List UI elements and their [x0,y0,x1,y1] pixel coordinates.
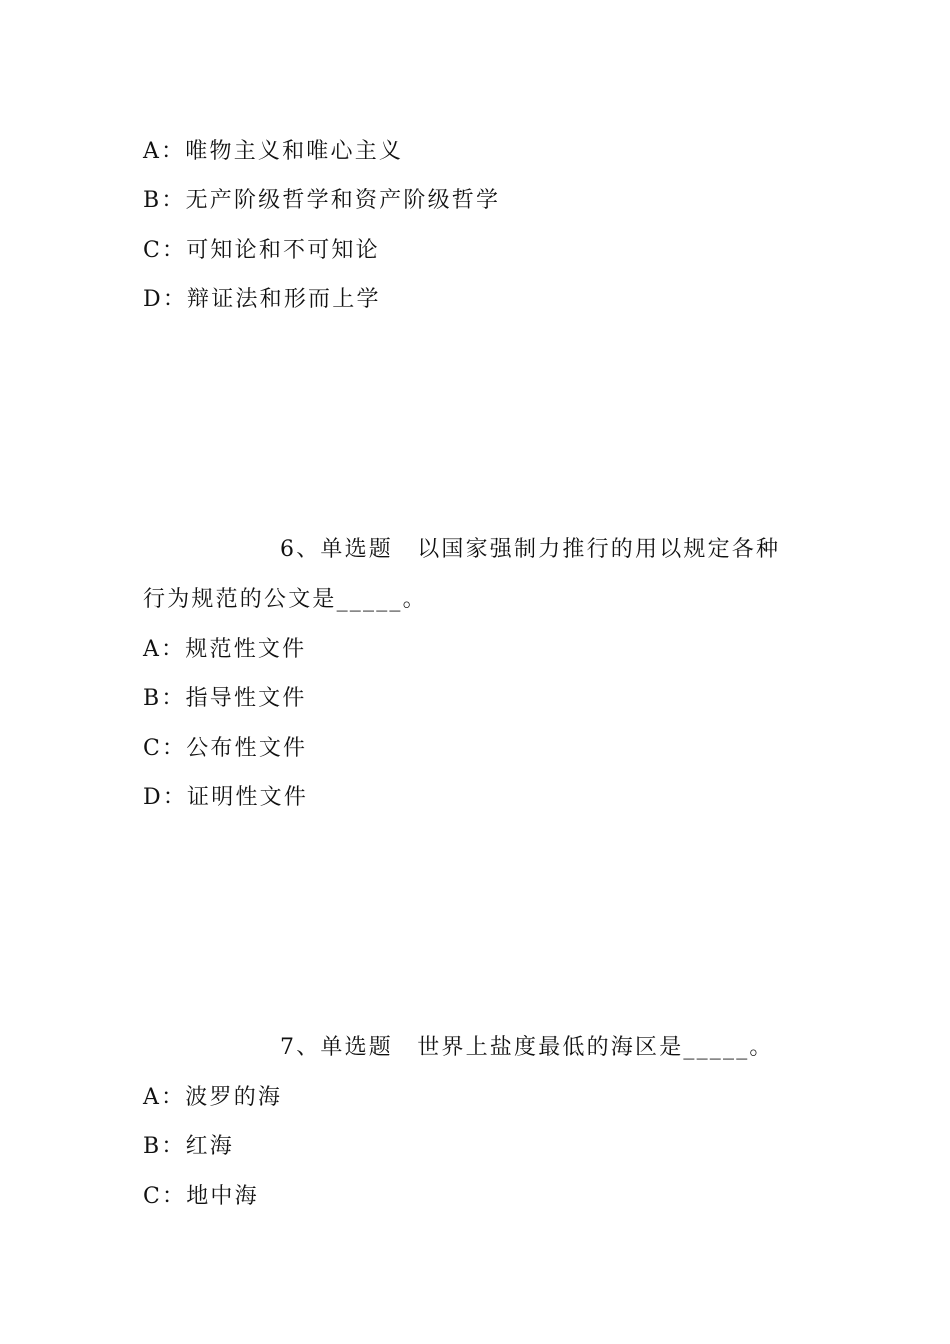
option-d: D：证明性文件 [143,785,309,810]
option-c: C：可知论和不可知论 [143,238,380,263]
option-a: A：波罗的海 [143,1085,283,1110]
option-b: B：无产阶级哲学和资产阶级哲学 [143,188,501,213]
option-b: B：红海 [143,1134,234,1159]
option-d: D：辩证法和形而上学 [143,287,381,312]
option-a: A：唯物主义和唯心主义 [143,139,404,164]
question-stem-continued: 行为规范的公文是_____。 [143,587,427,612]
option-c: C：公布性文件 [143,736,308,761]
option-b: B：指导性文件 [143,686,307,711]
question-stem: 6、单选题 以国家强制力推行的用以规定各种 [280,537,781,562]
question-stem: 7、单选题 世界上盐度最低的海区是_____。 [280,1035,774,1060]
option-a: A：规范性文件 [143,637,307,662]
option-c: C：地中海 [143,1184,259,1209]
